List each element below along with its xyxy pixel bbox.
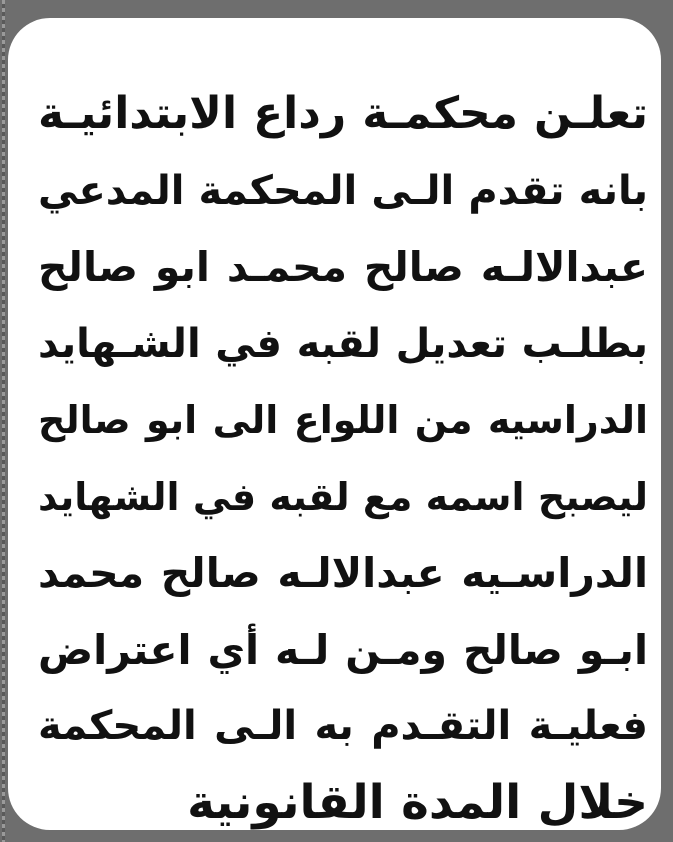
notice-line-9: فعليـة التقـدم به الـى المحكمة: [38, 703, 648, 749]
notice-line-6: ليصبح اسمه مع لقبه في الشهايد: [38, 474, 648, 519]
notice-line-8: ابـو صالح ومـن لـه أي اعتراض: [38, 625, 648, 674]
notice-line-10: خلال المدة القانونية: [187, 774, 648, 830]
notice-line-1: تعلـن محكمـة رداع الابتدائيـة: [38, 88, 648, 139]
notice-text: [38, 76, 648, 841]
notice-line-3: عبدالالـه صالح محمـد ابو صالح: [38, 243, 648, 291]
notice-panel: [8, 18, 661, 830]
notice-line-5: الدراسيه من اللواع الى ابو صالح: [38, 398, 648, 442]
frame-edge-dashes: [2, 0, 5, 842]
notice-line-4: بطلـب تعديل لقبه في الشـهايد: [38, 320, 648, 367]
notice-line-2: بانه تقدم الـى المحكمة المدعي: [38, 167, 648, 214]
notice-line-7: الدراسـيه عبدالالـه صالح محمد: [38, 549, 648, 597]
